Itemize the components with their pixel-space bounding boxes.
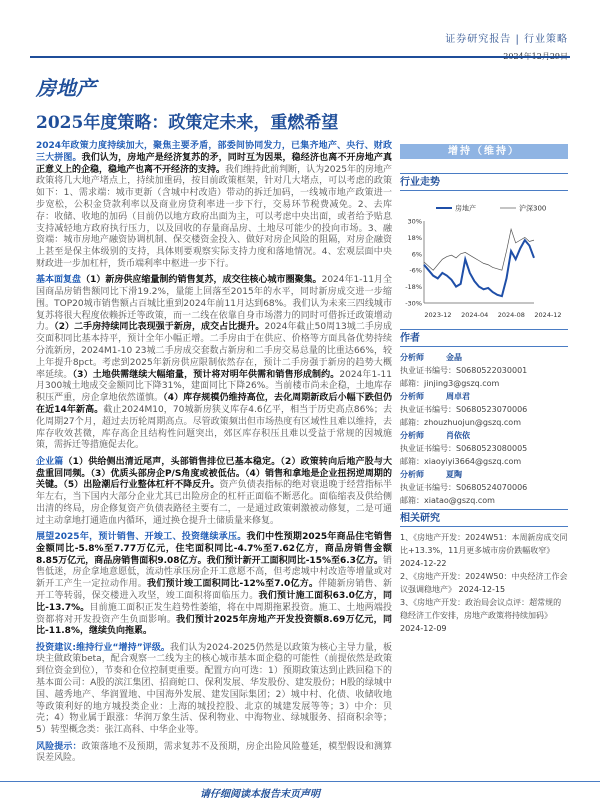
report-summary (36, 141, 392, 770)
body-text: 目前施工面积正发生趋势性萎缩，将在中周期拖累投资。施工、土地两端投资都将对开发投资产生负面影响。 (36, 602, 392, 625)
author-cert: 执业证书编号：S0680523080005 (400, 444, 528, 453)
bold-text: 我们预计2025年房地产开发投资额8.69万亿元，同比-11.8%，继续负向拖累。 (36, 614, 392, 637)
section-lead: 展望2025年，预计销售、开竣工、投资继续承压。 (36, 532, 247, 542)
paragraph (36, 742, 392, 766)
report-title: 2025年度策略：政策定未来，重燃希望 (36, 113, 339, 133)
author-email[interactable]: 邮箱：xiaoyiyi3664@gszq.com (400, 457, 522, 466)
series-line-real-estate (424, 240, 534, 296)
related-title: 3、《房地产开发：政治局会议点评：超常规的稳经济工作安排，房地产政策将持续加码》 (400, 598, 562, 620)
industry-trend-chart (400, 195, 568, 325)
related-date: 2024-12-22 (400, 559, 447, 568)
paragraph (36, 141, 392, 271)
body-text: 资产负债表指标的绝对衰退晚于经营指标半年左右，当下国内大部分企业尤其已出险房企的杠杆正面临不断恶化。面临缩表及供给侧出清的终局，房企修复资产负债表路径主要有二，一是通过政策刺激被动修复，二是可通过主动拿地打通造血内循环，通过换仓提升土储质量来修复。 (36, 480, 392, 526)
bold-text: 我们预计竣工面积同比-12%至7.0亿方。 (147, 579, 319, 590)
bold-text: 我们中性预期2025年商品住宅销售金额同比-5.8%至7.77万亿元，住宅面积同比-4.7%至7.62亿方，商品房销售金额8.85万亿元，商品房销售面积9.08亿方。我们预计新开工面积同比-15%至6.3亿方。 (36, 532, 392, 566)
bold-text: 我们认为，房地产是经济复苏的矛，同时互为因果，稳经济也离不开房地产真正意义上的企稳，稳地产也离不开经济的支持。 (36, 152, 392, 175)
author-role: 分析师 (400, 470, 424, 479)
authors-list (400, 351, 568, 507)
paragraph (36, 275, 392, 452)
author-entry (400, 429, 568, 468)
author-role: 分析师 (400, 431, 424, 440)
bold-text: （2）二手房持续同比表现强于新房，成交占比提升。 (54, 322, 265, 333)
y-tick-label: -6% (409, 266, 422, 275)
author-email[interactable]: 邮箱：zhouzhuojun@gszq.com (400, 418, 521, 427)
author-name: 肖依依 (446, 431, 470, 440)
related-item[interactable] (400, 596, 568, 635)
legend-label: 沪深300 (519, 204, 547, 213)
related-item[interactable] (400, 570, 568, 596)
paragraph (36, 643, 392, 737)
body-text: 2024年截止50周13城二手房成交面积同比基本持平，预计全年小幅正增。二手房由于在供应、价格等方面具备优势持续分流新房，2024M1-10 23城二手房成交套数占新房和二手房交易总量的比重达66%，较上年提升8pct。考虑到2025年新房供应限制依然存在，预计二手房强于新房的趋势大概率延续。 (36, 322, 392, 380)
author-email[interactable]: 邮箱：xiatao@gszq.com (400, 496, 495, 505)
trend-section-title: 行业走势 (400, 173, 568, 191)
related-section-title: 相关研究 (400, 509, 568, 527)
author-cert: 执业证书编号：S0680524070006 (400, 483, 528, 492)
authors-section-title: 作者 (400, 329, 568, 347)
author-role: 分析师 (400, 392, 424, 401)
related-research-list (400, 531, 568, 635)
sector-title: 房地产 (36, 76, 96, 100)
author-role: 分析师 (400, 353, 424, 362)
bold-text: （1）供给侧出清近尾声，头部销售排位已基本稳定。（2）政策转向后地产股与大盘重回同频。（3）优质头部房企P/S角度或被低估。（4）销售和拿地是企业扭拐逆周期的关键。（5）出险潮后行业整体杠杆不降反升。 (36, 456, 392, 491)
related-title: 2、《房地产开发：2024W50：中央经济工作会议强调稳地产》 (400, 572, 568, 594)
bold-text: 我们预计施工面积63.0亿方，同比-13.7%。 (36, 590, 392, 613)
paragraph (36, 532, 392, 638)
sidebar (400, 144, 568, 635)
body-text: 2024年1-11月全国商品房销售额同比下滑19.2%，量能上回落至2015年的水平，同时新房成交进一步缩围。TOP20城市销售额占百城比重到2024年前11月达到68%。我们认为未来三四线城市复苏将很大程度依赖拆迁等政策，而一二线在依靠自身市场潜力的同时可借拆迁政策增动力。 (36, 275, 392, 333)
section-lead: 投资建议:维持行业“增持”评级。 (36, 642, 171, 653)
body-text: 我们认为2024-2025仍然是以政策为核心主导力量，板块主做政策beta，配合观察一二线为主的核心城市基本面企稳的可能性（前提依然是政策到位资金到位），节奏和仓位控制更重要。配置方向可选：1）预期政策达到止跌回稳下的基本面公司：A股的滨江集团、招商蛇口、保利发展、华发股份、建发股份；H股的绿城中国、越秀地产、华润置地、中国海外发展、建发国际集团；2）城中村、化债、收储收地等政策利好的地方城投类企业：上海的城投控股、北京的城建发展等等；3）中介：贝壳；4）物业属于跟涨：华润万象生活、保利物业、中海物业、绿城服务、招商积余等；5）转型概念类：张江高科、中华企业等。 (36, 642, 392, 736)
related-item[interactable] (400, 531, 568, 570)
section-lead: 2024年政策力度持续加大，聚焦主要矛盾，部委间协同发力，已集齐地产、央行、财政三大拼图。 (36, 141, 392, 163)
section-lead: 风险提示： (36, 741, 82, 752)
author-cert: 执业证书编号：S0680522030001 (400, 366, 528, 375)
bold-text: （1）新房供应缩量制约销售复苏，成交往核心城市圈聚集。 (81, 275, 322, 286)
related-date: 2024-12-09 (400, 624, 447, 633)
section-lead: 基本面复盘 (36, 275, 82, 286)
author-entry (400, 390, 568, 429)
footer-divider (0, 781, 600, 782)
x-tick-label: 2024-12 (534, 311, 562, 319)
x-tick-label: 2024-08 (497, 311, 525, 319)
section-lead: 企业篇 (36, 456, 64, 467)
body-text: 2024年1-11月300城土地成交金额同比下降31%，建面同比下降26%。当前楼市尚未企稳，土地库存积压严重，房企拿地依然谨慎。 (36, 369, 392, 404)
author-entry (400, 351, 568, 390)
footer-disclaimer: 请仔细阅读本报告末页声明 (200, 789, 320, 800)
rating-badge: 增持（维持） (400, 144, 568, 159)
x-tick-label: 2023-12 (424, 311, 452, 319)
y-tick-label: 30% (407, 217, 422, 226)
header-divider (30, 56, 570, 58)
y-tick-label: 18% (407, 233, 422, 242)
author-name: 夏陶 (446, 470, 462, 479)
body-text: 销售低迷，房企拿地意愿低，流动性承压房企开工意愿不高，但考虑城中村改造等增量或对新开工产生一定拉动作用。 (36, 555, 392, 590)
body-text: 政策落地不及预期，需求复苏不及预期，房企出险风险蔓延，模型假设和测算误差风险。 (36, 741, 392, 764)
series-line-csi300 (424, 229, 534, 270)
x-tick-label: 2024-04 (461, 311, 489, 319)
author-cert: 执业证书编号：S0680523070006 (400, 405, 528, 414)
author-name: 周卓君 (446, 392, 470, 401)
author-entry (400, 468, 568, 507)
y-tick-label: 6% (411, 250, 422, 259)
related-date: 2024-12-15 (458, 585, 506, 594)
report-type: 证券研究报告 | 行业策略 (445, 34, 568, 45)
body-text: 伴随新房销售、新开工等转弱，保交楼进入攻坚，竣工面积将面临压力。 (36, 579, 392, 601)
paragraph (36, 457, 392, 528)
author-email[interactable]: 邮箱：jinjing3@gszq.com (400, 379, 500, 388)
author-name: 金晶 (446, 353, 462, 362)
bold-text: （4）库存规模仍维持高位，去化周期新政后小幅下跌但仍在近14年新高。 (36, 393, 392, 416)
legend-label: 房地产 (455, 204, 476, 213)
related-title: 1、《房地产开发：2024W51：本周新房成交同比+13.3%，11月更多城市房价跌幅收窄》 (400, 533, 568, 555)
bold-text: （3）土地供需继续大幅缩量，预计将对明年供需和销售形成制约。 (72, 369, 340, 380)
body-text: 我们维持此前判断，认为2025年的房地产政策将几大地产堵点上，持续加重码，按目前政策框架，针对几大堵点，可以考虑的政策如下：1、需求端：城市更新（含城中村改造）带动的拆迁加码，一线城市地产政策进一步宽松，公积金贷款利率以及商业房贷利率进一步下行，交易环节税费减免。2、去库存：收储、收地的加码（目前仍以地方政府出面为主，可以考虑中央出面，或者给予贴息支持减轻地方政府执行压力，以及回收的存量商品房、土地尽可能少的投向市场。3、融资端：城市房地产融资协调机制、保交楼资金投入、做好对房企风险的阻隔，对房企融资上甚至是保主体级别的支持，具体则要观察实际支持力度和落地情况。4、宏观层面中央财政进一步加杠杆，货币端利率中枢进一步下行。 (36, 164, 392, 269)
y-tick-label: -18% (405, 283, 422, 292)
y-tick-label: -30% (405, 299, 422, 308)
body-text: 截止2024M10，70城新房狭义库存4.6亿平，相当于历史高点86%；去化周期27个月，超过去历轮周期高点。尽管政策频出但市场热度有区域性且难以维持，去库存收效甚微，库存高企且结构性问题突出，郊区库存积压且难以受益于常规的因城施策，需拆迁等措施促去化。 (36, 405, 392, 451)
